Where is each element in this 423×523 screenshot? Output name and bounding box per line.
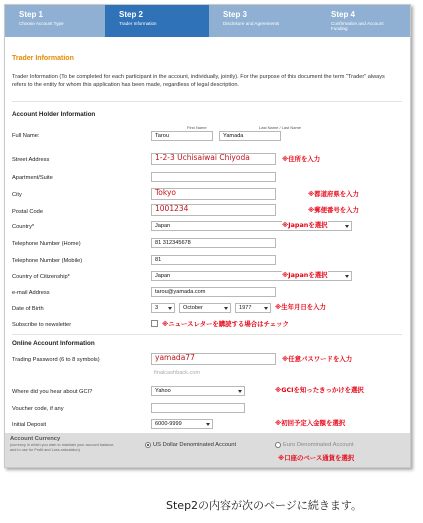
tel-mobile-field[interactable]: 81 — [151, 255, 276, 265]
hear-value: Yahoo — [155, 388, 171, 394]
chevron-down-icon — [206, 423, 210, 426]
trader-info-title: Trader Information — [12, 55, 74, 62]
page-caption: Step2の内容が次のページに続きます。 — [166, 499, 362, 512]
tel-mobile-label: Telephone Number (Mobile) — [12, 258, 83, 264]
step-1-title: Step 1 — [19, 10, 44, 19]
online-section-title: Online Account Information — [12, 340, 95, 347]
step-1-desc: Choose Account Type — [19, 21, 64, 26]
dob-year-select[interactable] — [235, 303, 271, 313]
chevron-down-icon — [345, 275, 349, 278]
step-3-desc: Disclosure and Agreements — [223, 21, 280, 26]
step-4-desc: Confirmation and Account Funding — [331, 21, 384, 31]
deposit-label: Initial Deposit — [12, 422, 47, 428]
street-note: ※住所を入力 — [282, 155, 321, 163]
citizenship-note: ※Japanを選択 — [282, 271, 328, 279]
deposit-select[interactable] — [151, 419, 213, 429]
city-label: City — [12, 192, 22, 198]
newsletter-note: ※ニュースレターを購読する場合はチェック — [162, 320, 289, 328]
step-2-title: Step 2 — [119, 10, 144, 19]
step-3-title: Step 3 — [223, 10, 248, 19]
currency-desc: (currency in which you wish to maintain your account balance, and to use for Profit and Loss calculation) — [10, 443, 115, 452]
postal-label: Postal Code — [12, 209, 43, 215]
city-note: ※都道府県を入力 — [308, 190, 359, 198]
eur-label[interactable]: Euro Denominated Account — [283, 442, 354, 448]
usd-label[interactable]: US Dollar Denominated Account — [153, 442, 237, 448]
currency-title: Account Currency — [10, 436, 61, 442]
step-4 — [315, 5, 410, 37]
step-3 — [209, 5, 321, 37]
progress-steps — [5, 5, 410, 37]
street-label: Street Address — [12, 157, 50, 163]
step-2-active — [105, 5, 217, 37]
password-label: Trading Password (6 to 8 symbols) — [12, 357, 100, 363]
newsletter-checkbox[interactable] — [151, 320, 158, 327]
step-2-desc: Trader Information — [119, 21, 157, 26]
dob-month-select[interactable] — [179, 303, 231, 313]
dob-day-value: 3 — [155, 305, 159, 311]
deposit-value: 6000-9999 — [155, 421, 182, 427]
email-field[interactable]: tarou@yamada.com — [151, 287, 276, 297]
eur-radio[interactable] — [275, 442, 281, 448]
hear-label: Where did you hear about GCI? — [12, 389, 93, 395]
country-note: ※Japanを選択 — [282, 221, 328, 229]
holder-section-title: Account Holder Information — [12, 111, 96, 118]
postal-note: ※郵便番号を入力 — [308, 206, 359, 214]
hear-note: ※GCIを知ったきっかけを選択 — [275, 386, 364, 394]
step-4-title: Step 4 — [331, 10, 356, 19]
chevron-down-icon — [264, 307, 268, 310]
chevron-down-icon — [224, 307, 228, 310]
country-label: Country* — [12, 224, 35, 230]
apartment-label: Apartment/Suite — [12, 175, 53, 181]
chevron-down-icon — [238, 390, 242, 393]
deposit-note: ※初回予定入金額を選択 — [275, 419, 346, 427]
trader-info-text: Trader Information (To be completed for each participant in the account, individually, jointly). For the purpose of this document the term "Trader" always refers to the entity for whom this application has been made, regardless of legal description. — [12, 74, 385, 88]
last-name-caption: Last Name / Last Name — [259, 125, 302, 130]
street-field[interactable]: 1-2-3 Uchisaiwai Chiyoda — [151, 153, 276, 165]
last-name-field[interactable]: Yamada — [219, 131, 281, 141]
full-name-label: Full Name: — [12, 133, 40, 139]
dob-note: ※生年月日を入力 — [275, 303, 326, 311]
currency-section — [5, 433, 410, 467]
country-value: Japan — [155, 223, 171, 229]
dob-year-value: 1977 — [239, 305, 252, 311]
dob-label: Date of Birth — [12, 306, 44, 312]
dob-day-select[interactable] — [151, 303, 175, 313]
voucher-label: Voucher code, if any — [12, 406, 64, 412]
application-form — [4, 4, 411, 468]
first-name-field[interactable]: Tarou — [151, 131, 213, 141]
password-field[interactable]: yamada77 — [151, 353, 276, 365]
password-hint: finalcashback.com — [151, 369, 245, 379]
apartment-field[interactable] — [151, 172, 276, 182]
newsletter-label: Subscribe to newsletter — [12, 322, 72, 328]
tel-home-label: Telephone Number (Home) — [12, 241, 81, 247]
city-field[interactable]: Tokyo — [151, 188, 276, 200]
step-1 — [5, 5, 115, 37]
password-note: ※任意パスワードを入力 — [282, 355, 353, 363]
chevron-down-icon — [168, 307, 172, 310]
chevron-down-icon — [345, 225, 349, 228]
tel-home-field[interactable]: 81 312345678 — [151, 238, 276, 248]
divider — [12, 334, 402, 335]
voucher-field[interactable] — [151, 403, 245, 413]
currency-note: ※口座のベース通貨を選択 — [278, 454, 355, 462]
first-name-caption: First Name — [187, 125, 207, 130]
hear-select[interactable] — [151, 386, 245, 396]
divider — [12, 101, 402, 102]
usd-radio[interactable] — [145, 442, 151, 448]
citizenship-value: Japan — [155, 273, 171, 279]
dob-month-value: October — [183, 305, 203, 311]
email-label: e-mail Address — [12, 290, 50, 296]
citizenship-label: Country of Citizenship* — [12, 274, 70, 280]
postal-field[interactable]: 1001234 — [151, 204, 276, 216]
